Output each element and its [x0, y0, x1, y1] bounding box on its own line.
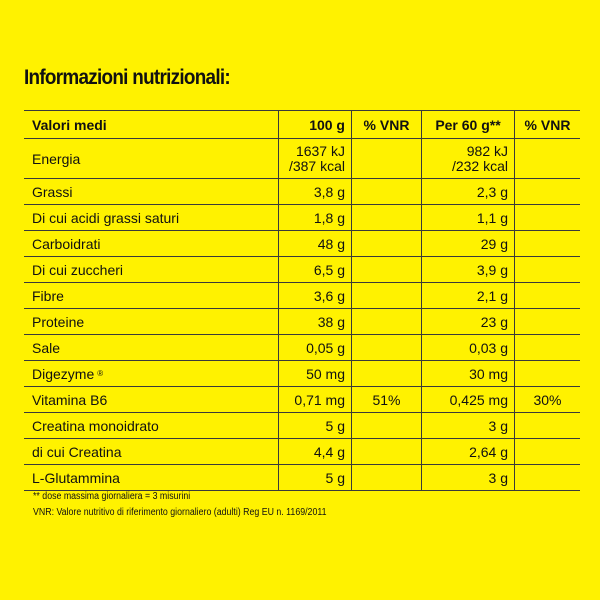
value-per-100g-text: 48 g	[317, 235, 345, 252]
nutrition-table	[24, 110, 580, 491]
value-per-100g-text: 6,5 g	[313, 261, 345, 278]
value-per-100g	[278, 439, 351, 464]
vnr-per-60g	[514, 335, 580, 360]
value-per-100g-text: 0,05 g	[306, 339, 345, 356]
value-per-60g-text: 0,03 g	[469, 339, 508, 356]
value-per-100g-text: 3,6 g	[313, 287, 345, 304]
energy-per100-kcal: /387 kcal	[288, 157, 345, 174]
row-label	[24, 335, 278, 360]
value-per-60g-text: 2,64 g	[469, 443, 508, 460]
table-row	[24, 257, 580, 283]
row-label-text: Di cui acidi grassi saturi	[32, 209, 180, 226]
row-label-text: Proteine	[32, 313, 85, 330]
vnr-per-100g	[351, 335, 421, 360]
energy-per100-cell	[278, 139, 351, 178]
vnr-per-60g	[514, 283, 580, 308]
vnr-per-100g	[351, 465, 421, 490]
value-per-100g	[278, 283, 351, 308]
footnote-vnr: VNR: Valore nutritivo di riferimento giornaliero (adulti) Reg EU n. 1169/2011	[33, 507, 327, 518]
row-label-text: Di cui zuccheri	[32, 261, 124, 278]
table-row	[24, 179, 580, 205]
value-per-60g-text: 0,425 mg	[449, 391, 508, 408]
row-label	[24, 361, 278, 386]
row-label	[24, 465, 278, 490]
value-per-100g	[278, 335, 351, 360]
energy-per60-kj: 982 kJ	[466, 142, 508, 159]
vnr-per-100g	[351, 413, 421, 438]
energy-per60-cell	[421, 139, 514, 178]
value-per-60g	[421, 179, 514, 204]
header-vnr-60g: % VNR	[514, 111, 580, 138]
value-per-60g-text: 3 g	[488, 469, 508, 486]
table-row	[24, 231, 580, 257]
header-per-60g: Per 60 g**	[421, 111, 514, 138]
row-label-text: Grassi	[32, 183, 73, 200]
row-label-text: Creatina monoidrato	[32, 417, 159, 434]
value-per-60g-text: 2,3 g	[476, 183, 508, 200]
row-label	[24, 439, 278, 464]
value-per-100g-text: 4,4 g	[313, 443, 345, 460]
vnr-per-60g	[514, 257, 580, 282]
row-label	[24, 179, 278, 204]
value-per-100g	[278, 361, 351, 386]
row-label	[24, 387, 278, 412]
value-per-100g-text: 38 g	[317, 313, 345, 330]
value-per-100g-text: 5 g	[325, 417, 345, 434]
value-per-60g-text: 30 mg	[469, 365, 508, 382]
table-row	[24, 205, 580, 231]
vnr-per-100g	[351, 205, 421, 230]
value-per-100g	[278, 231, 351, 256]
header-100g: 100 g	[278, 111, 351, 138]
value-per-100g	[278, 309, 351, 334]
vnr-per-60g	[514, 465, 580, 490]
energy-per60-kcal: /232 kcal	[451, 157, 508, 174]
vnr-per-60g	[514, 361, 580, 386]
vnr-per-100g	[351, 283, 421, 308]
value-per-60g	[421, 205, 514, 230]
value-per-100g-text: 3,8 g	[313, 183, 345, 200]
energy-per100-kj: 1637 kJ	[295, 142, 345, 159]
value-per-60g	[421, 335, 514, 360]
value-per-100g	[278, 257, 351, 282]
value-per-60g	[421, 361, 514, 386]
vnr-per-60g	[514, 309, 580, 334]
vnr-per-60g	[514, 179, 580, 204]
row-label: Energia	[32, 150, 81, 167]
row-label	[24, 309, 278, 334]
page-title: Informazioni nutrizionali:	[24, 66, 230, 89]
vnr-per-100g	[351, 387, 421, 412]
value-per-100g-text: 5 g	[325, 469, 345, 486]
row-label	[24, 257, 278, 282]
footnote-dose: ** dose massima giornaliera = 3 misurini	[33, 491, 191, 502]
value-per-100g	[278, 465, 351, 490]
value-per-60g-text: 3,9 g	[476, 261, 508, 278]
row-label-text: Vitamina B6	[32, 391, 108, 408]
value-per-100g-text: 50 mg	[306, 365, 345, 382]
vnr-per-100g	[351, 257, 421, 282]
row-label-text: di cui Creatina	[32, 443, 122, 460]
value-per-100g	[278, 205, 351, 230]
table-row-energia	[24, 139, 580, 179]
vnr-per-60g-text: 30%	[533, 391, 562, 408]
value-per-60g	[421, 283, 514, 308]
row-label	[24, 231, 278, 256]
value-per-100g	[278, 387, 351, 412]
table-row	[24, 413, 580, 439]
table-row	[24, 309, 580, 335]
value-per-60g	[421, 387, 514, 412]
row-label	[24, 283, 278, 308]
energy-vnr2-cell	[514, 139, 580, 178]
vnr-per-60g	[514, 387, 580, 412]
value-per-60g	[421, 231, 514, 256]
table-row	[24, 335, 580, 361]
registered-mark: ®	[97, 369, 104, 378]
value-per-60g-text: 23 g	[480, 313, 508, 330]
vnr-per-60g	[514, 231, 580, 256]
vnr-per-60g	[514, 413, 580, 438]
row-label-text: Carboidrati	[32, 235, 101, 252]
table-header-row	[24, 111, 580, 139]
row-label	[24, 413, 278, 438]
value-per-100g	[278, 413, 351, 438]
header-valori-medi: Valori medi	[32, 116, 107, 133]
value-per-60g	[421, 465, 514, 490]
vnr-per-100g-text: 51%	[372, 391, 401, 408]
row-label-text: L-Glutammina	[32, 469, 120, 486]
row-label-text: Fibre	[32, 287, 64, 304]
table-body	[24, 179, 580, 491]
header-vnr-100g: % VNR	[351, 111, 421, 138]
vnr-per-60g	[514, 205, 580, 230]
value-per-60g	[421, 309, 514, 334]
value-per-100g	[278, 179, 351, 204]
value-per-60g-text: 2,1 g	[476, 287, 508, 304]
row-label-text: Digezyme	[32, 365, 95, 382]
value-per-60g	[421, 257, 514, 282]
energy-vnr1-cell	[351, 139, 421, 178]
value-per-60g-text: 3 g	[488, 417, 508, 434]
value-per-60g	[421, 413, 514, 438]
vnr-per-100g	[351, 309, 421, 334]
value-per-100g-text: 0,71 mg	[294, 391, 345, 408]
vnr-per-60g	[514, 439, 580, 464]
table-row	[24, 283, 580, 309]
table-row	[24, 361, 580, 387]
table-row	[24, 465, 580, 491]
value-per-100g-text: 1,8 g	[313, 209, 345, 226]
table-row	[24, 387, 580, 413]
vnr-per-100g	[351, 361, 421, 386]
footnotes	[33, 489, 326, 521]
row-label	[24, 205, 278, 230]
table-row	[24, 439, 580, 465]
value-per-60g-text: 29 g	[480, 235, 508, 252]
row-label-text: Sale	[32, 339, 61, 356]
vnr-per-100g	[351, 231, 421, 256]
vnr-per-100g	[351, 179, 421, 204]
value-per-60g	[421, 439, 514, 464]
value-per-60g-text: 1,1 g	[476, 209, 508, 226]
vnr-per-100g	[351, 439, 421, 464]
